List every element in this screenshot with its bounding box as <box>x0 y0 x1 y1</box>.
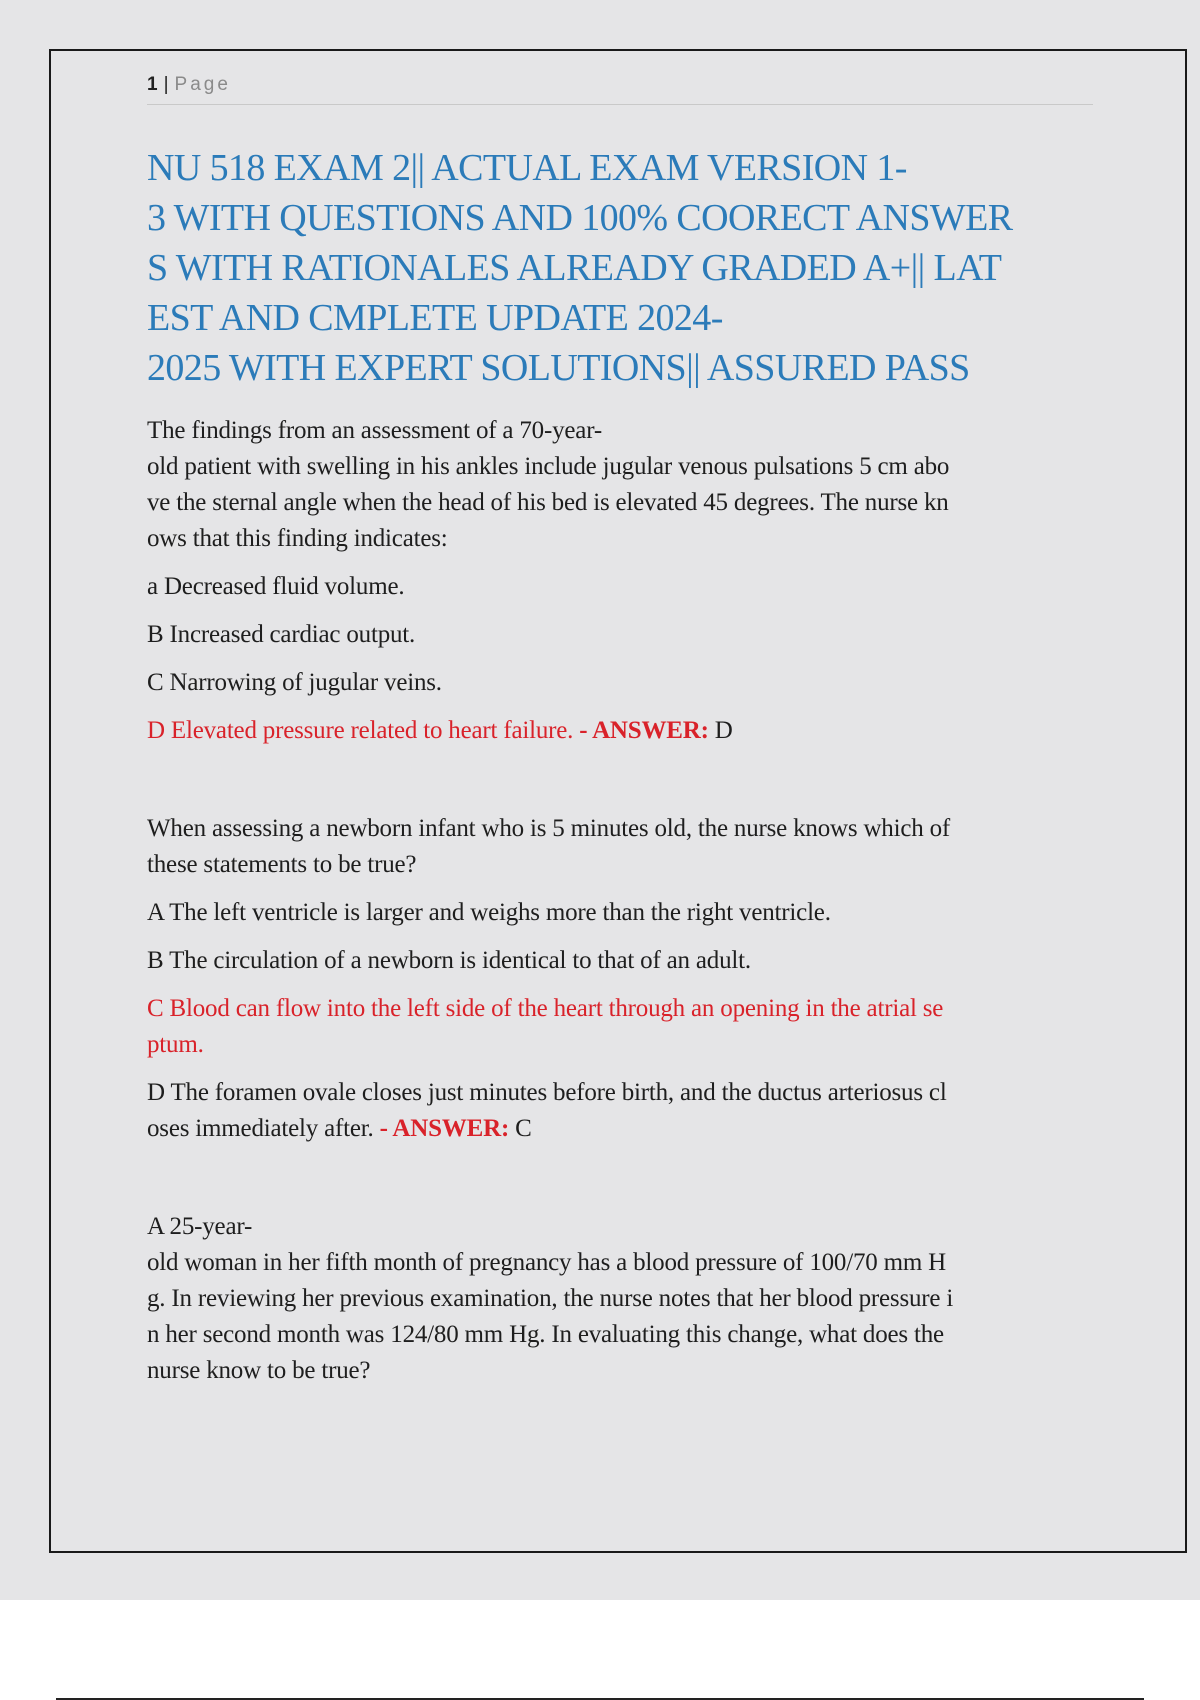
question-3 <box>147 1209 1107 1389</box>
question-stem <box>147 811 1107 883</box>
title-line: EST AND CMPLETE UPDATE 2024- <box>147 297 723 339</box>
option-c: C Narrowing of jugular veins. <box>147 669 442 696</box>
stem-line: The findings from an assessment of a 70-year- <box>147 417 602 444</box>
document-body <box>147 413 1107 1389</box>
header-separator: | <box>163 74 169 95</box>
answer-value: C <box>509 1115 532 1142</box>
stem-line: n her second month was 124/80 mm Hg. In evaluating this change, what does the <box>147 1321 944 1348</box>
title-line: S WITH RATIONALES ALREADY GRADED A+|| LAT <box>147 247 1002 289</box>
option-a: A The left ventricle is larger and weighs more than the right ventricle. <box>147 899 831 926</box>
option-line: C Blood can flow into the left side of the heart through an opening in the atrial se <box>147 995 944 1022</box>
stem-line: ve the sternal angle when the head of his bed is elevated 45 degrees. The nurse kn <box>147 489 949 516</box>
page-header <box>147 75 1093 105</box>
answer-label: - ANSWER: <box>573 717 709 744</box>
option-line: D The foramen ovale closes just minutes before birth, and the ductus arteriosus cl <box>147 1079 947 1106</box>
stem-line: ows that this finding indicates: <box>147 525 448 552</box>
document-title <box>147 143 1107 393</box>
option-b: B The circulation of a newborn is identical to that of an adult. <box>147 947 751 974</box>
page-label: Page <box>174 74 231 95</box>
stem-line: A 25-year- <box>147 1213 253 1240</box>
stem-line: nurse know to be true? <box>147 1357 371 1384</box>
page-frame <box>49 49 1187 1553</box>
correct-option-text: D Elevated pressure related to heart failure. <box>147 717 574 744</box>
title-line: 2025 WITH EXPERT SOLUTIONS|| ASSURED PASS <box>147 347 970 389</box>
question-1 <box>147 413 1107 749</box>
option-d-correct <box>147 713 1107 749</box>
stem-line: g. In reviewing her previous examination, the nurse notes that her blood pressure i <box>147 1285 954 1312</box>
title-line: NU 518 EXAM 2|| ACTUAL EXAM VERSION 1- <box>147 147 907 189</box>
option-text: oses immediately after. <box>147 1115 374 1142</box>
stem-line: old woman in her fifth month of pregnancy has a blood pressure of 100/70 mm H <box>147 1249 947 1276</box>
option-line <box>147 1111 1107 1147</box>
stem-line: old patient with swelling in his ankles include jugular venous pulsations 5 cm abo <box>147 453 950 480</box>
option-a: a Decreased fluid volume. <box>147 573 405 600</box>
option-line: ptum. <box>147 1031 204 1058</box>
question-stem <box>147 413 1107 557</box>
option-d <box>147 1075 1107 1147</box>
stem-line: When assessing a newborn infant who is 5 minutes old, the nurse knows which of <box>147 815 951 842</box>
title-line: 3 WITH QUESTIONS AND 100% COORECT ANSWER <box>147 197 1013 239</box>
answer-value: D <box>708 717 733 744</box>
answer-label: - ANSWER: <box>373 1115 510 1142</box>
question-stem <box>147 1209 1107 1389</box>
question-2 <box>147 811 1107 1147</box>
page-number: 1 <box>147 74 158 95</box>
option-b: B Increased cardiac output. <box>147 621 416 648</box>
stem-line: these statements to be true? <box>147 851 417 878</box>
option-c-correct <box>147 991 1107 1063</box>
